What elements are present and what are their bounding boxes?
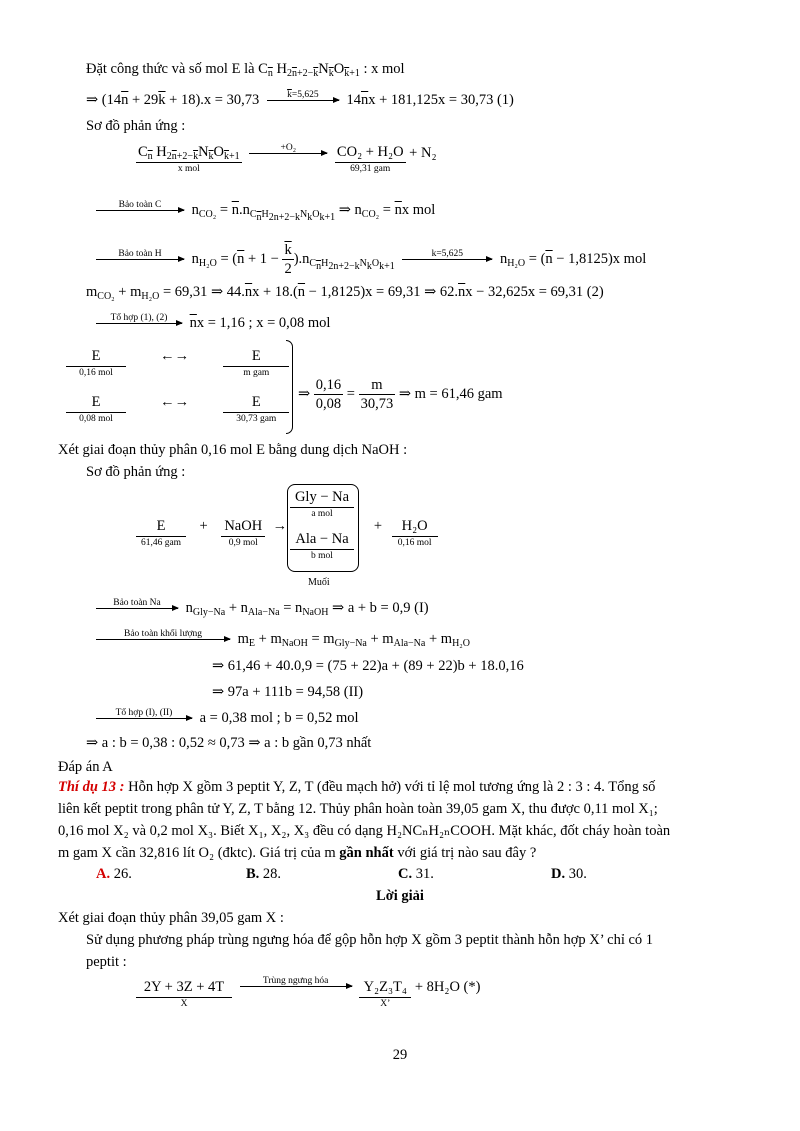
carbon-eq: $n_{CO_2} = \overline{n}.n_{C_{\overline{n}}H_{2n+2-k}N_kO_{k+1}}$ ⇒ $n_{CO_2} = \overline{n}x$ mol: [191, 201, 436, 223]
mass-balance: [96, 629, 470, 650]
example-13-body4: m gam X cần 32,816 lít O₂ (đktc). Giá trị của m gần nhất với giá trị nào sau đây ?: [58, 845, 537, 861]
hyd-water: H₂O 0,16 mol: [392, 517, 438, 549]
salt-ala: Ala − Na b mol: [290, 530, 354, 562]
mass-eq-substituted: ⇒ 61,46 + 40.0,9 = (75 + 22)a + (89 + 22)b + 18.0,16: [212, 658, 524, 674]
eq2-text: $m_{CO_2} + m_{H_2O} = 69,31$ ⇒ $44.\overline{n}x + 18.(\overline{n} - 1,8125)x = 69,31$ ⇒ $62.\overline{n}x - 32,625x = 69,31$ (2): [86, 284, 604, 302]
example-13-body1: Hỗn hợp X gồm 3 peptit Y, Z, T (đều mạch hở) với tỉ lệ mol tương ứng là 2 : 3 : 4. Tổng số: [128, 779, 656, 795]
mass-eq: $m_E + m_{NaOH} = m_{Gly-Na} + m_{Ala-Na} + m_{H_2O}$: [237, 630, 470, 649]
arrow-o2: +O₂: [249, 143, 327, 164]
scheme-heading-2: Sơ đồ phản ứng :: [86, 464, 186, 480]
eq1-left: ⇒ $(14\overline{n} + 29\overline{k} + 18).x = 30,73$: [86, 91, 260, 108]
formula-intro-text: Đặt công thức và số mol E là $C_{\overline{n}}$ $H_{2\overline{n}+2-\overline{k}}N_{\overline{k}}O_{\overline{k}+1}$ : x mol: [86, 61, 405, 79]
combine-I-II-result: a = 0,38 mol ; b = 0,52 mol: [199, 709, 359, 726]
arrow-carbon: Bảo toàn C: [96, 200, 184, 221]
example-13-body3: 0,16 mol X₂ và 0,2 mol X₃. Biết X₁, X₂, X₃ đều có dạng H₂NCₙH₂ₙCOOH. Mặt khác, đốt cháy hoàn toàn: [58, 823, 671, 839]
option-A: A. 26.: [96, 866, 132, 882]
proportion-result: [298, 376, 503, 413]
row1-right: E m gam: [223, 347, 289, 379]
option-B: B. 28.: [246, 866, 282, 882]
hydrogen-eq-right: $n_{H_2O} = (\overline{n} - 1,8125)x$ mol: [499, 250, 647, 269]
hydrolysis-x-heading: Xét giai đoạn thủy phân 39,05 gam X :: [58, 910, 284, 926]
hydrolysis-left: [136, 517, 291, 549]
example-13-line1: [58, 778, 655, 796]
hyd-plus-2: +: [373, 518, 383, 534]
combustion-reactant: $C_{\overline{n}}$ $H_{2\overline{n}+2-\overline{k}}N_{\overline{k}}O_{\overline{k}+1}$ x mol: [138, 144, 240, 174]
salt-gly: Gly − Na a mol: [290, 488, 354, 520]
proportion-row-2: [66, 393, 289, 425]
combustion-scheme: [136, 143, 437, 175]
salt-label: Muối: [308, 577, 330, 588]
combine-12-result: $\overline{n}x = 1,16$ ; x = 0,08 mol: [189, 314, 331, 331]
option-C: C. 31.: [398, 866, 434, 882]
option-D: D. 30.: [551, 866, 587, 882]
hyd-E: E 61,46 gam: [136, 517, 186, 549]
products-mass: 69,31 gam: [350, 164, 391, 174]
scheme-heading-1: Sơ đồ phản ứng :: [86, 118, 186, 134]
arrow-sodium: Bảo toàn Na: [96, 598, 178, 619]
reactant-mol: x mol: [177, 164, 200, 174]
condensation-scheme: [136, 978, 480, 1010]
arrow-combine-12: Tổ hợp (1), (2): [96, 313, 182, 334]
sodium-balance: [96, 598, 429, 619]
sodium-eq: $n_{Gly-Na} + n_{Ala-Na} = n_{NaOH}$ ⇒ a + b = 0,9 (I): [185, 599, 429, 618]
arrow-k: $\overline{k}=5,625$: [267, 90, 339, 111]
arrow-mass: Bảo toàn khối lượng: [96, 629, 230, 650]
proportion-row-1: [66, 347, 289, 379]
combine-I-II: [96, 708, 359, 729]
page-number: 29: [392, 1047, 408, 1063]
arrow-condensation: Trùng ngưng hóa: [240, 976, 352, 987]
hydrolysis-right: [368, 517, 438, 549]
condensation-water: + 8H₂O (*): [414, 979, 481, 995]
emphasis-closest: gần nhất: [339, 845, 394, 861]
solution-title: Lời giải: [376, 888, 424, 904]
arrow-k2: k=5,625: [402, 249, 492, 270]
hyd-arrow: →: [272, 518, 288, 534]
hydrogen-eq-left: $n_{H_2O} = (\overline{n} + 1$ − $\frac{\overline{k}}{2}$ )$.n_{C_{\overline{n}}H_{2n+2-k}N_kO_{k+1}}$: [191, 242, 395, 277]
equation-II: ⇒ 97a + 111b = 94,58 (II): [212, 684, 364, 700]
method-description: Sử dụng phương pháp trùng ngưng hóa để gộp hỗn hợp X gồm 3 peptit thành hỗn hợp X’ chỉ có 1: [86, 932, 654, 948]
hydrogen-balance: [96, 241, 646, 278]
proportion-eq: ⇒ $\frac{0,16}{0,08}$ = $\frac{m}{30,73}$ ⇒ m = 61,46 gam: [298, 377, 503, 412]
row2-left: E 0,08 mol: [66, 393, 126, 425]
combustion-products: [335, 143, 406, 175]
hyd-plus-1: +: [199, 518, 208, 534]
equation-2: [86, 283, 604, 301]
ratio-result: ⇒ a : b = 0,38 : 0,52 ≈ 0,73 ⇒ a : b gần 0,73 nhất: [86, 735, 372, 751]
condensation-left: 2Y + 3Z + 4T X: [136, 978, 232, 1010]
products-co2-h2o: CO₂ + H₂O: [335, 143, 406, 163]
row1-left: E 0,16 mol: [66, 347, 126, 379]
carbon-balance: [96, 200, 435, 221]
hyd-NaOH: NaOH 0,9 mol: [221, 517, 265, 549]
line-formula-intro: [86, 60, 405, 78]
proportion-bracket: [286, 340, 293, 434]
eq1-right: $14\overline{n}x + 181,125x = 30,73$ (1): [346, 91, 514, 108]
method-description-cont: peptit :: [86, 954, 127, 970]
hydrolysis-heading: Xét giai đoạn thủy phân 0,16 mol E bằng dung dịch NaOH :: [58, 442, 408, 458]
answer-A: Đáp án A: [58, 759, 113, 775]
row2-right: E 30,73 gam: [223, 393, 289, 425]
condensation-right: Y₂Z₃T₄ X’: [359, 978, 411, 1010]
row1-arrow: ←→: [160, 348, 190, 364]
product-n2: + N₂: [409, 144, 437, 161]
row2-arrow: ←→: [160, 394, 190, 410]
example-13-title: Thí dụ 13 :: [58, 779, 125, 795]
combine-1-2: [96, 313, 330, 334]
example-13-body2: liên kết peptit trong phân tử Y, Z, T bằng 12. Thủy phân hoàn toàn 39,05 gam X, thu được 0,11 mol X₁;: [58, 801, 658, 817]
arrow-combine-I-II: Tổ hợp (I), (II): [96, 708, 192, 729]
arrow-hydrogen: Bảo toàn H: [96, 249, 184, 270]
equation-1: [86, 90, 514, 111]
